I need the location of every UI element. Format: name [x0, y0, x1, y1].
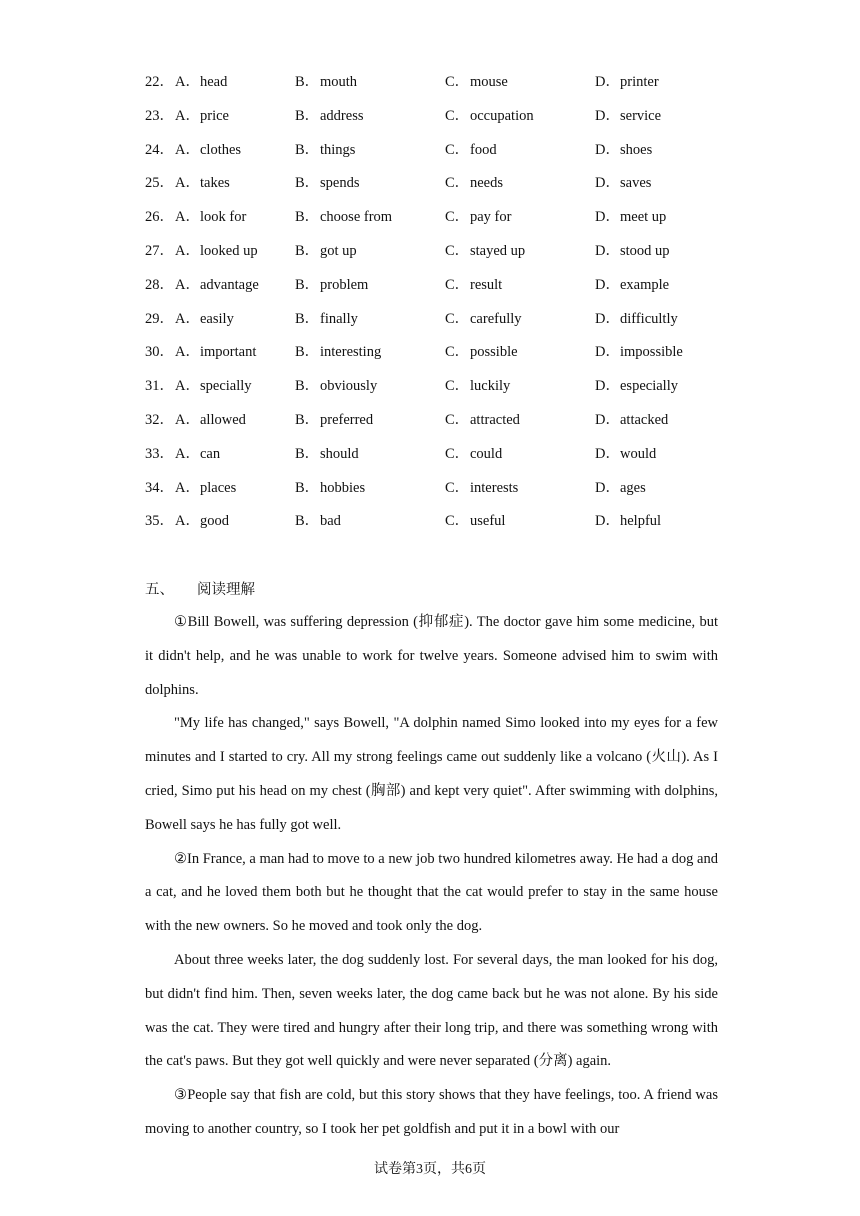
- option-d: D．stood up: [595, 242, 670, 259]
- option-d: D．difficultly: [595, 310, 678, 327]
- option-d: D．printer: [595, 74, 659, 90]
- option-b: B．bad: [295, 513, 341, 530]
- paragraph: ③People say that fish are cold, but this story shows that they have feelings, too. A friend was moving to another country, so I took her pet goldfish and put it in a bowl with our: [145, 1087, 718, 1137]
- paragraph: ①Bill Bowell, was suffering depression (抑郁症). The doctor gave him some medicine, but it didn't help, and he was unable to work for twelve years. Someone advised him to swim with dolphins.: [145, 614, 718, 698]
- option-b: B．hobbies: [295, 479, 366, 496]
- option-b: B．mouth: [295, 74, 358, 90]
- option-b: B．choose from: [295, 209, 393, 226]
- option-a: A．places: [175, 479, 237, 496]
- option-d: D．ages: [595, 479, 646, 496]
- option-b: B．obviously: [295, 378, 378, 395]
- question-number: 24．: [145, 141, 174, 158]
- option-c: C．possible: [445, 344, 518, 361]
- option-d: D．service: [595, 107, 662, 124]
- option-d: D．helpful: [595, 513, 662, 530]
- question-row: [145, 370, 725, 404]
- page-footer: 试卷第3页，共6页: [374, 1162, 486, 1177]
- paragraph: About three weeks later, the dog suddenly lost. For several days, the man looked for his dog, but didn't find him. Then, seven weeks later, the dog came back but he was not alone. By his side was the cat. They were tired and hungry after their long trip, and there was something wrong with the cat's paws. But they got well quickly and were never separated (分离) again.: [145, 951, 718, 1070]
- option-b: B．preferred: [295, 411, 374, 428]
- reading-passage: [145, 606, 718, 1147]
- option-a: A．advantage: [175, 276, 259, 293]
- question-number: 29．: [145, 310, 174, 327]
- question-number: 23．: [145, 107, 174, 124]
- option-c: C．result: [445, 276, 503, 293]
- question-row: [145, 269, 725, 303]
- question-row: [145, 438, 725, 472]
- option-c: C．attracted: [445, 411, 520, 428]
- option-c: C．useful: [445, 513, 506, 530]
- option-d: D．example: [595, 276, 670, 293]
- question-number: 33．: [145, 445, 174, 462]
- question-row: [145, 167, 725, 201]
- option-c: C．stayed up: [445, 242, 526, 259]
- option-d: D．impossible: [595, 344, 683, 361]
- question-row: [145, 100, 725, 134]
- option-d: D．attacked: [595, 411, 669, 428]
- option-d: D．would: [595, 445, 657, 462]
- option-b: B．address: [295, 107, 364, 124]
- paragraph: "My life has changed," says Bowell, "A dolphin named Simo looked into my eyes for a few minutes and I started to cry. All my strong feelings came out suddenly like a volcano (火山). As I cried, Simo put his head on my chest (胸部) and kept very quiet". After swimming with dolphins, Bowell says he has fully got well.: [145, 715, 718, 833]
- option-c: C．could: [445, 445, 503, 462]
- option-c: C．food: [445, 141, 497, 158]
- question-row: [145, 404, 725, 438]
- option-b: B．finally: [295, 310, 358, 327]
- option-a: A．allowed: [175, 411, 246, 428]
- question-number: 25．: [145, 175, 174, 192]
- option-a: A．head: [175, 74, 228, 90]
- option-b: B．spends: [295, 175, 360, 192]
- question-number: 27．: [145, 242, 174, 259]
- option-a: A．look for: [175, 209, 247, 226]
- option-a: A．looked up: [175, 242, 258, 259]
- question-row: [145, 235, 725, 269]
- option-c: C．mouse: [445, 74, 508, 90]
- option-c: C．luckily: [445, 378, 511, 395]
- option-b: B．should: [295, 445, 359, 462]
- option-a: A．good: [175, 513, 229, 530]
- section-heading: [145, 578, 255, 602]
- question-row: [145, 303, 725, 337]
- option-c: C．needs: [445, 175, 504, 192]
- question-row: [145, 201, 725, 235]
- question-number: 22．: [145, 74, 174, 90]
- question-row: [145, 505, 725, 539]
- option-a: A．clothes: [175, 141, 242, 158]
- question-number: 26．: [145, 209, 174, 226]
- question-row: [145, 472, 725, 506]
- section-title: 阅读理解: [197, 582, 255, 598]
- option-a: A．price: [175, 107, 229, 124]
- paragraph: ②In France, a man had to move to a new job two hundred kilometres away. He had a dog and a cat, and he loved them both but he thought that the cat would prefer to stay in the same house with the new owners. So he moved and took only the dog.: [145, 850, 718, 935]
- question-row: [145, 336, 725, 370]
- question-number: 31．: [145, 378, 174, 395]
- question-number: 34．: [145, 479, 174, 496]
- option-b: B．problem: [295, 276, 369, 293]
- option-b: B．interesting: [295, 344, 382, 361]
- option-a: A．easily: [175, 310, 234, 327]
- multiple-choice-list: [145, 66, 725, 539]
- question-number: 30．: [145, 344, 174, 361]
- option-c: C．carefully: [445, 310, 522, 327]
- question-number: 32．: [145, 411, 174, 428]
- option-c: C．occupation: [445, 107, 534, 124]
- option-c: C．interests: [445, 479, 519, 496]
- question-number: 28．: [145, 276, 174, 293]
- option-d: D．meet up: [595, 209, 667, 226]
- option-a: A．takes: [175, 175, 230, 192]
- option-b: B．things: [295, 141, 356, 158]
- option-d: D．especially: [595, 378, 678, 395]
- option-d: D．saves: [595, 175, 652, 192]
- option-d: D．shoes: [595, 141, 653, 158]
- section-number: 五、: [145, 582, 174, 598]
- option-a: A．specially: [175, 378, 252, 395]
- question-row: [145, 134, 725, 168]
- question-number: 35．: [145, 513, 174, 530]
- option-a: A．can: [175, 445, 221, 462]
- option-a: A．important: [175, 344, 257, 361]
- option-c: C．pay for: [445, 209, 512, 226]
- option-b: B．got up: [295, 242, 357, 259]
- question-row: [145, 66, 725, 100]
